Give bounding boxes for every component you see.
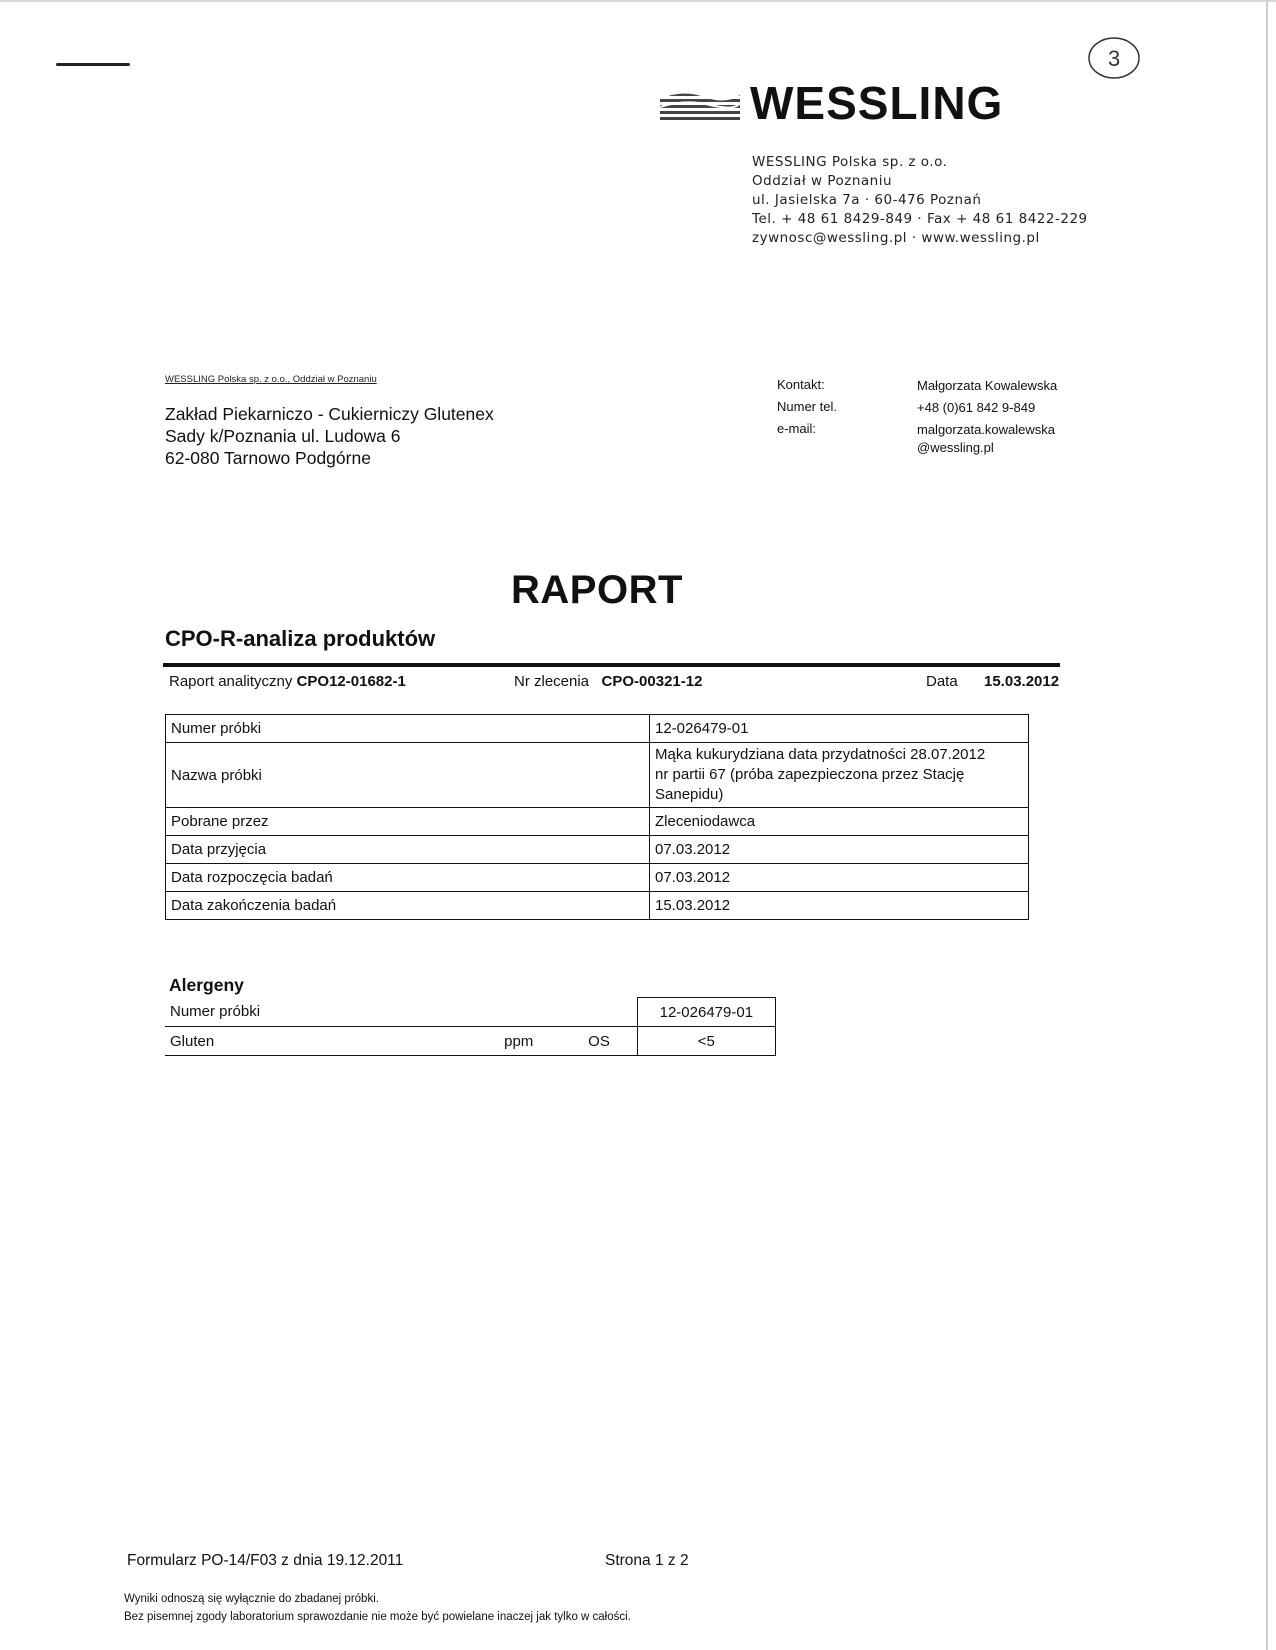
table-row bbox=[166, 892, 1029, 920]
sender-line: WESSLING Polska sp. z o.o., Oddział w Poznaniu bbox=[165, 374, 377, 385]
allergen-name: Gluten bbox=[165, 1027, 499, 1056]
report-title: RAPORT bbox=[511, 568, 683, 612]
row-value: 15.03.2012 bbox=[650, 892, 1029, 920]
report-info-line bbox=[169, 673, 1061, 695]
allergens-header-label: Numer próbki bbox=[165, 998, 637, 1027]
table-row bbox=[165, 1027, 776, 1056]
row-label: Nazwa próbki bbox=[166, 743, 650, 808]
company-line: zywnosc@wessling.pl · www.wessling.pl bbox=[752, 230, 1040, 246]
allergens-heading: Alergeny bbox=[169, 975, 244, 995]
table-row bbox=[166, 743, 1029, 808]
company-line: WESSLING Polska sp. z o.o. bbox=[752, 154, 948, 170]
sample-name-line: Mąka kukurydziana data przydatności 28.07.2012 bbox=[655, 746, 986, 763]
logo-wordmark: WESSLING bbox=[750, 77, 1004, 129]
table-row bbox=[166, 715, 1029, 743]
order-label: Nr zlecenia bbox=[514, 673, 590, 690]
sample-name-line: nr partii 67 (próba zapezpieczona przez Stację bbox=[655, 766, 965, 783]
scan-edge-right bbox=[1266, 0, 1268, 1650]
footer-note: Wyniki odnoszą się wyłącznie do zbadanej próbki. bbox=[124, 1593, 379, 1605]
report-date: 15.03.2012 bbox=[984, 673, 1060, 690]
divider-rule bbox=[163, 663, 1060, 667]
row-value: 07.03.2012 bbox=[650, 836, 1029, 864]
contact-block bbox=[777, 377, 1057, 461]
contact-phone: +48 (0)61 842 9-849 bbox=[917, 400, 1036, 415]
contact-label: e-mail: bbox=[777, 421, 817, 436]
allergens-sample-number: 12-026479-01 bbox=[637, 998, 775, 1027]
addressee-line: Zakład Piekarniczo - Cukierniczy Glutenex bbox=[165, 404, 494, 424]
contact-label: Numer tel. bbox=[777, 399, 837, 414]
row-label: Numer próbki bbox=[166, 715, 650, 743]
row-label: Data przyjęcia bbox=[166, 836, 650, 864]
addressee-line: 62-080 Tarnowo Podgórne bbox=[165, 448, 371, 468]
order-number: CPO-00321-12 bbox=[601, 673, 703, 690]
footer-notes bbox=[124, 1590, 631, 1626]
company-line: Tel. + 48 61 8429-849 · Fax + 48 61 8422-229 bbox=[752, 211, 1088, 227]
row-value: 07.03.2012 bbox=[650, 864, 1029, 892]
contact-name: Małgorzata Kowalewska bbox=[917, 378, 1058, 393]
report-number: CPO12-01682-1 bbox=[296, 673, 406, 690]
addressee-block bbox=[165, 403, 494, 469]
company-line: ul. Jasielska 7a · 60-476 Poznań bbox=[752, 192, 982, 208]
row-label: Data zakończenia badań bbox=[166, 892, 650, 920]
table-row bbox=[166, 836, 1029, 864]
report-number-group bbox=[169, 673, 406, 690]
contact-label: Kontakt: bbox=[777, 377, 825, 392]
table-row bbox=[165, 998, 776, 1027]
allergen-method: OS bbox=[583, 1027, 637, 1056]
report-subtitle: CPO-R-analiza produktów bbox=[165, 626, 436, 651]
punch-mark bbox=[56, 63, 130, 66]
allergens-table bbox=[165, 997, 776, 1056]
row-label: Pobrane przez bbox=[166, 808, 650, 836]
addressee-line: Sady k/Poznania ul. Ludowa 6 bbox=[165, 426, 401, 446]
handwritten-page-number bbox=[1085, 33, 1143, 83]
contact-email bbox=[917, 421, 1055, 457]
report-label: Raport analityczny bbox=[169, 673, 293, 690]
wave-stripes-icon bbox=[660, 85, 740, 121]
contact-row-tel bbox=[777, 399, 1057, 421]
allergen-unit: ppm bbox=[499, 1027, 583, 1056]
footer-note: Bez pisemnej zgody laboratorium sprawozdanie nie może być powielane inaczej jak tylko w całości. bbox=[124, 1611, 631, 1623]
company-address bbox=[752, 153, 1088, 248]
company-line: Oddział w Poznaniu bbox=[752, 173, 893, 189]
row-label: Data rozpoczęcia badań bbox=[166, 864, 650, 892]
row-value bbox=[650, 743, 1029, 808]
footer-form-id: Formularz PO-14/F03 z dnia 19.12.2011 bbox=[127, 1552, 404, 1569]
row-value: Zleceniodawca bbox=[650, 808, 1029, 836]
sample-info-table bbox=[165, 714, 1029, 920]
date-label: Data bbox=[926, 673, 958, 690]
footer-page-number: Strona 1 z 2 bbox=[605, 1552, 689, 1569]
row-value: 12-026479-01 bbox=[650, 715, 1029, 743]
scan-edge-top bbox=[0, 0, 1276, 2]
sample-name-line: Sanepidu) bbox=[655, 786, 724, 803]
contact-row-kontakt bbox=[777, 377, 1057, 399]
svg-text:3: 3 bbox=[1108, 46, 1121, 71]
contact-email-line: @wessling.pl bbox=[917, 440, 994, 455]
order-number-group bbox=[514, 673, 702, 690]
table-row bbox=[166, 864, 1029, 892]
table-row bbox=[166, 808, 1029, 836]
allergen-value: <5 bbox=[637, 1027, 775, 1056]
contact-email-line: malgorzata.kowalewska bbox=[917, 422, 1056, 437]
company-logo bbox=[660, 77, 1004, 129]
contact-row-email bbox=[777, 421, 1057, 461]
